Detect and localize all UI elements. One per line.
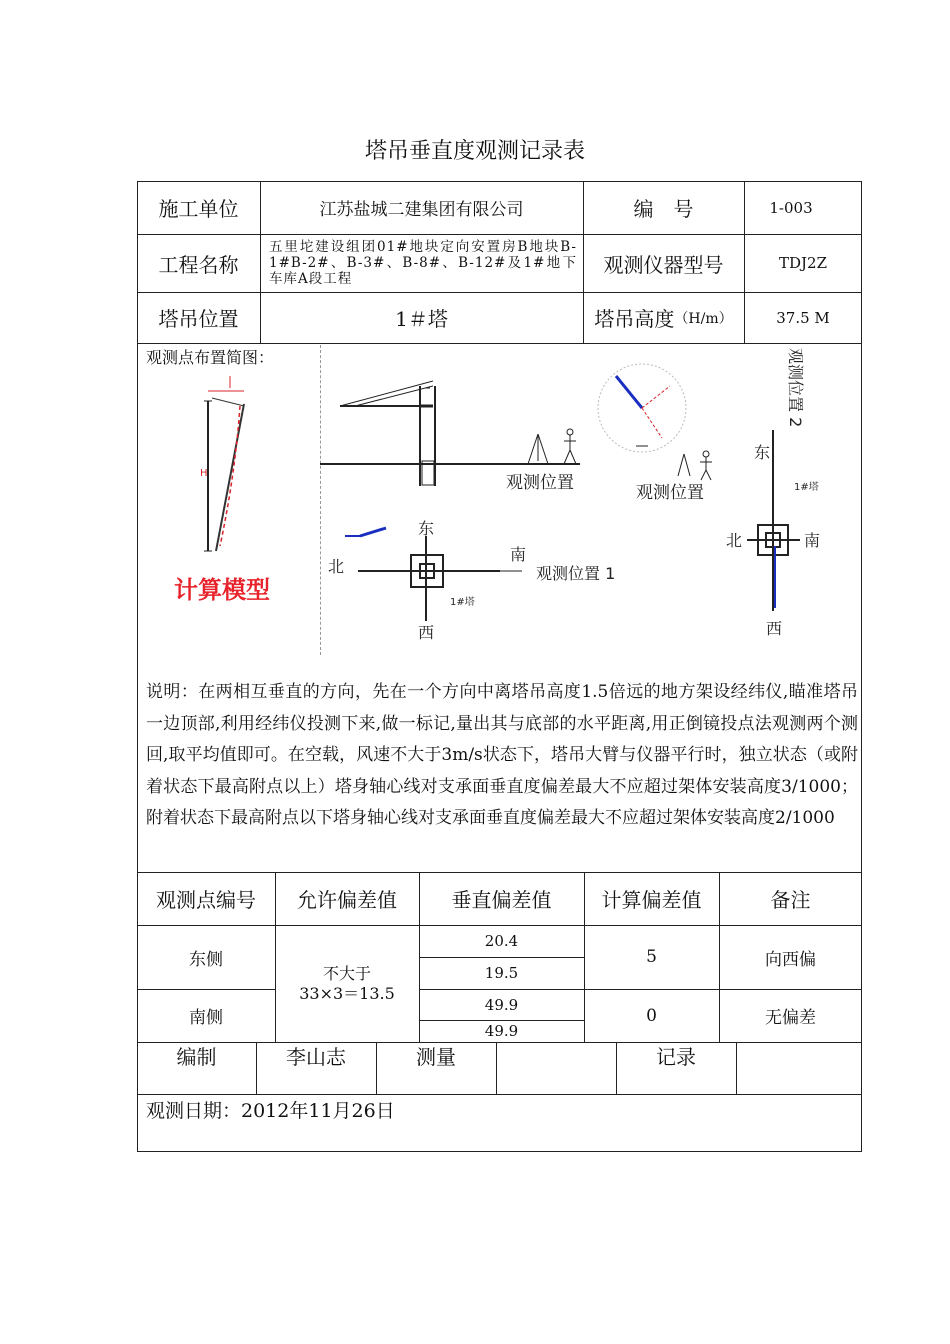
compile-value: 李山志: [286, 1044, 346, 1069]
compile-label: 编制: [176, 1044, 217, 1069]
south-value-2: 49.9: [484, 1022, 519, 1040]
allowed-value-cell: [275, 925, 419, 1042]
unit-label: 施工单位: [158, 197, 239, 221]
north-label-1: 北: [328, 557, 345, 576]
measure-label: 测量: [416, 1044, 456, 1069]
description: 说明：在两相互垂直的方向，先在一个方向中离塔吊高度1.5倍远的地方架设经纬仪,瞄准塔吊一边顶部,利用经纬仪投测下来,做一标记,量出其与底部的水平距离,用正倒镜投点法观测两个测回,取平均值即可。在空载，风速不大于3m/s状态下，塔吊大臂与仪器平行时，独立状态（或附着状态下最高附点以上）塔身轴心线对支承面垂直度偏差最大不应超过架体安装高度3/1000；附着状态下最高附点以下塔身轴心线对支承面垂直度偏差最大不应超过架体安装高度2/1000: [146, 682, 858, 828]
project-value: 五里坨建设组团01#地块定向安置房B地块B-1#B-2#、B-3#、B-8#、B-12#及1#地下车库A段工程: [269, 239, 577, 287]
south-value-1: 49.9: [484, 995, 519, 1014]
east-value-1: 20.4: [484, 932, 519, 950]
south-note: 无偏差: [765, 1008, 816, 1028]
allowed-line-1: 不大于: [322, 963, 371, 983]
col-header-point: 观测点编号: [156, 888, 256, 912]
row-south-point: 南侧: [189, 1008, 223, 1028]
east-label-2: 东: [754, 443, 771, 462]
height-value: 37.5 M: [776, 308, 830, 327]
diagram-label: 观测点布置简图：: [146, 348, 275, 367]
row-east-point: 东侧: [189, 949, 223, 970]
south-label-2: 南: [804, 531, 821, 550]
page-title: 塔吊垂直度观测记录表: [364, 139, 585, 164]
number-label: 编 号: [633, 197, 694, 221]
crane-side-view: [320, 381, 580, 486]
record-value: [736, 1042, 862, 1068]
tower-tag-2: 1#塔: [794, 482, 819, 493]
height-label: 塔吊高度: [594, 307, 675, 331]
east-calc: 5: [646, 947, 657, 967]
project-label: 工程名称: [158, 252, 239, 277]
layout-diagram: [140, 346, 852, 646]
col-header-vertical: 垂直偏差值: [451, 888, 552, 912]
instrument-value: TDJ2Z: [778, 254, 827, 272]
col-header-allowed: 允许偏差值: [297, 888, 397, 912]
record-label: 记录: [656, 1044, 696, 1069]
observe-pos-2-text: 观测位置 2: [786, 348, 805, 428]
position-label: 塔吊位置: [158, 307, 239, 331]
circle-plan-view: [598, 364, 712, 480]
observe-pos-text-b: 观测位置: [636, 483, 704, 503]
north-label-2: 北: [726, 531, 743, 550]
instrument-label: 观测仪器型号: [603, 252, 724, 277]
east-value-2: 19.5: [484, 964, 519, 982]
calc-model-figure: [200, 376, 244, 551]
allowed-line-2: 33×3＝13.5: [299, 983, 395, 1003]
height-label-cell: [583, 292, 744, 343]
calc-model-text: 计算模型: [174, 576, 270, 604]
col-header-note: 备注: [770, 888, 811, 912]
observe-pos-1-text: 观测位置 1: [536, 564, 616, 583]
col-header-calc: 计算偏差值: [601, 888, 702, 912]
plan-view-1: [345, 528, 522, 621]
position-value: 1＃塔: [395, 307, 448, 331]
west-label-2: 西: [766, 619, 783, 638]
tower-tag-1: 1#塔: [450, 597, 475, 608]
number-value: 1-003: [769, 198, 813, 217]
west-label-1: 西: [418, 623, 435, 642]
svg-text:H: H: [200, 468, 208, 479]
south-calc: 0: [646, 1005, 657, 1026]
observe-pos-text: 观测位置: [506, 473, 574, 493]
measure-value: [496, 1042, 616, 1068]
observation-date: 观测日期：2012年11月26日: [146, 1100, 395, 1122]
east-label-1: 东: [418, 519, 435, 538]
east-note: 向西偏: [765, 949, 816, 970]
south-label-1: 南: [510, 545, 527, 564]
height-unit: （H/m）: [674, 310, 733, 327]
project-value-cell: [268, 234, 578, 292]
unit-value: 江苏盐城二建集团有限公司: [319, 200, 524, 220]
